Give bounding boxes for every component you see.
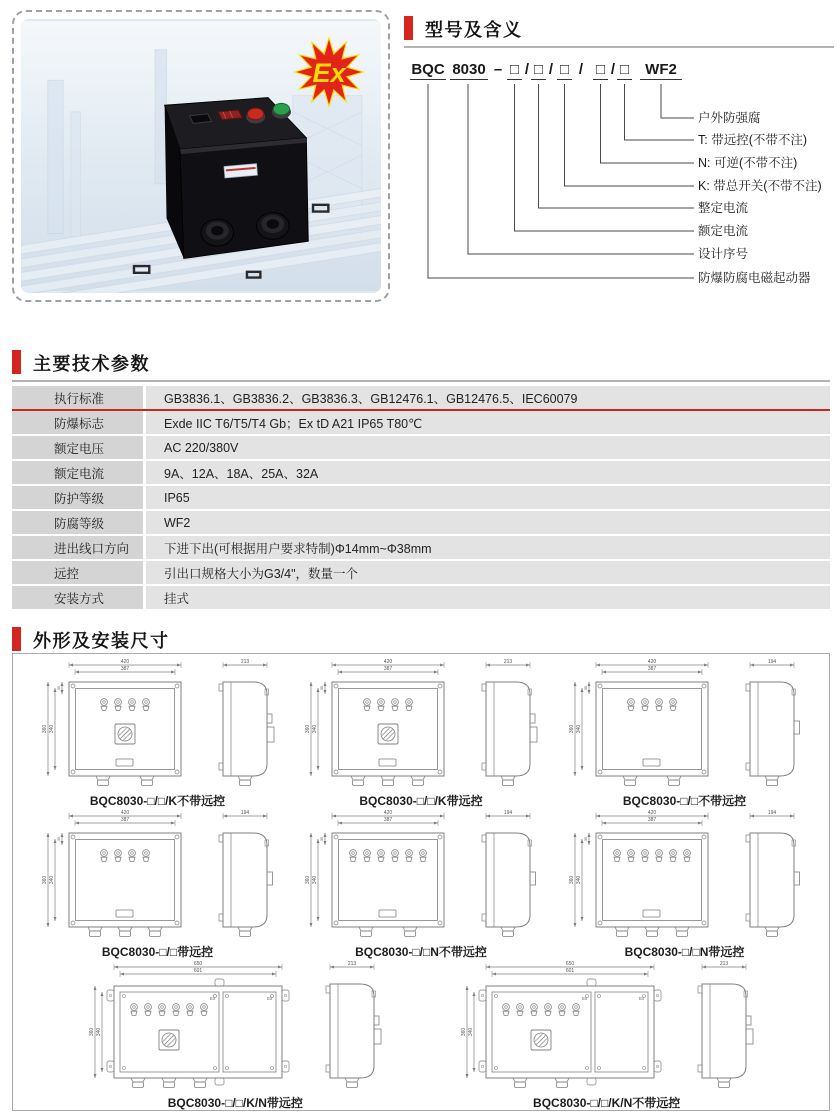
spec-value: 下进下出(可根据用户要求特制)Φ14mm~Φ38mm <box>146 536 830 559</box>
spec-label: 安装方式 <box>12 586 143 609</box>
model-legend-item: K: 带总开关(不带不注) <box>698 179 822 193</box>
drawing-views <box>302 658 540 796</box>
svg-text:360: 360 <box>41 875 48 885</box>
model-code-part: □ <box>557 60 572 80</box>
drawing-views <box>39 809 277 947</box>
svg-text:194: 194 <box>240 810 249 817</box>
svg-text:35: 35 <box>56 837 61 841</box>
spec-value: GB3836.1、GB3836.2、GB3836.3、GB12476.1、GB12476.5、IEC60079 <box>146 386 830 409</box>
section-title: 主要技术参数 <box>33 354 150 374</box>
front-view-drawing <box>39 809 191 947</box>
specs-table <box>12 386 830 609</box>
spec-value: 挂式 <box>146 586 830 609</box>
drawing-caption: BQC8030-□/□/K/N不带远控 <box>533 1096 681 1110</box>
svg-text:194: 194 <box>767 659 776 666</box>
front-view-drawing <box>302 809 454 947</box>
model-legend-item: 设计序号 <box>698 247 749 261</box>
divider <box>404 46 834 48</box>
svg-text:420: 420 <box>647 659 656 666</box>
svg-text:Ex: Ex <box>210 996 216 1001</box>
svg-text:Ex: Ex <box>312 58 346 88</box>
svg-text:340: 340 <box>575 875 582 885</box>
drawing-views <box>566 809 804 947</box>
model-code-part: □ <box>507 60 522 80</box>
svg-text:35: 35 <box>583 686 588 690</box>
model-legend-item: T: 带远控(不带不注) <box>698 133 808 147</box>
section-header-dimensions <box>12 625 830 655</box>
front-view-drawing <box>86 960 298 1098</box>
model-code-part: □ <box>617 60 632 80</box>
svg-text:420: 420 <box>383 810 393 817</box>
side-view-drawing <box>732 809 804 947</box>
spec-label: 进出线口方向 <box>12 536 143 559</box>
drawing-views <box>566 658 804 796</box>
svg-text:387: 387 <box>120 817 129 824</box>
spec-value: AC 220/380V <box>146 436 830 459</box>
svg-text:340: 340 <box>48 875 55 885</box>
ex-certification-badge-icon <box>291 37 367 107</box>
svg-text:340: 340 <box>575 724 582 734</box>
red-bar-icon <box>12 350 21 374</box>
section-title: 型号及含义 <box>425 20 523 40</box>
drawing-caption: BQC8030-□/□N不带远控 <box>355 945 487 959</box>
side-view-drawing <box>312 960 384 1098</box>
side-view-drawing <box>732 658 804 796</box>
drawing-caption: BQC8030-□/□不带远控 <box>622 794 747 808</box>
side-view-drawing <box>684 960 756 1098</box>
svg-text:601: 601 <box>194 968 203 975</box>
svg-text:340: 340 <box>467 1027 474 1037</box>
svg-text:213: 213 <box>240 659 249 666</box>
model-legend-item: 户外防强腐 <box>698 111 761 125</box>
drawing-caption: BQC8030-□/□带远控 <box>101 945 214 959</box>
drawing-row <box>13 960 829 1111</box>
front-view-drawing <box>566 658 718 796</box>
svg-text:35: 35 <box>56 686 61 690</box>
model-code-part: / <box>610 61 616 78</box>
model-legend-tree <box>404 82 834 298</box>
drawing-caption: BQC8030-□/□/K/N带远控 <box>167 1096 303 1110</box>
svg-text:213: 213 <box>503 659 513 666</box>
dimension-drawing <box>39 809 277 960</box>
drawing-views <box>302 809 540 947</box>
svg-text:340: 340 <box>48 724 55 734</box>
side-view-drawing <box>205 658 277 796</box>
svg-text:387: 387 <box>647 666 656 673</box>
drawing-row <box>13 809 829 960</box>
svg-text:650: 650 <box>565 961 574 968</box>
drawings-box <box>12 653 830 1111</box>
svg-text:213: 213 <box>348 961 357 968</box>
dimension-drawing <box>86 960 384 1111</box>
drawing-views <box>39 658 277 796</box>
front-view-drawing <box>458 960 670 1098</box>
spec-row <box>12 561 830 584</box>
spec-row <box>12 386 830 409</box>
drawing-views <box>86 960 384 1098</box>
spec-row <box>12 436 830 459</box>
spec-label: 防腐等级 <box>12 511 143 534</box>
side-view-drawing <box>205 809 277 947</box>
front-view-drawing <box>566 809 718 947</box>
dimension-drawing <box>39 658 277 809</box>
svg-text:360: 360 <box>568 724 575 734</box>
svg-text:340: 340 <box>96 1027 103 1037</box>
spec-row <box>12 461 830 484</box>
svg-text:340: 340 <box>312 875 319 885</box>
model-legend-item: 整定电流 <box>698 201 749 215</box>
svg-text:420: 420 <box>120 810 129 817</box>
drawing-caption: BQC8030-□/□/K带远控 <box>359 794 483 808</box>
spec-value: Exde IIC T6/T5/T4 Gb；Ex tD A21 IP65 T80℃ <box>146 411 830 434</box>
svg-text:387: 387 <box>383 666 393 673</box>
model-legend-item: N: 可逆(不带不注) <box>698 156 798 170</box>
svg-text:35: 35 <box>583 837 588 841</box>
spec-row <box>12 586 830 609</box>
spec-label: 远控 <box>12 561 143 584</box>
svg-text:340: 340 <box>312 724 319 734</box>
svg-text:387: 387 <box>647 817 656 824</box>
drawing-caption: BQC8030-□/□N带远控 <box>624 945 745 959</box>
svg-text:420: 420 <box>383 659 393 666</box>
spec-row <box>12 536 830 559</box>
model-code-part: / <box>578 61 584 78</box>
dimension-drawing <box>566 809 804 960</box>
model-code-line <box>404 60 834 82</box>
section-header-model <box>404 14 834 44</box>
section-header-specs <box>12 348 830 378</box>
svg-text:360: 360 <box>89 1027 96 1037</box>
svg-text:360: 360 <box>568 875 575 885</box>
model-code-part: □ <box>593 60 608 80</box>
model-code-part: / <box>524 61 530 78</box>
svg-text:Ex: Ex <box>581 996 587 1001</box>
svg-text:213: 213 <box>719 961 728 968</box>
front-view-drawing <box>39 658 191 796</box>
spec-value: IP65 <box>146 486 830 509</box>
model-code-part: □ <box>531 60 546 80</box>
model-code-part: / <box>548 61 554 78</box>
red-bar-icon <box>404 16 413 40</box>
svg-text:601: 601 <box>565 968 574 975</box>
dimension-drawing <box>302 658 540 809</box>
svg-text:35: 35 <box>320 837 325 841</box>
spec-value: 9A、12A、18A、25A、32A <box>146 461 830 484</box>
spec-label: 额定电压 <box>12 436 143 459</box>
svg-text:360: 360 <box>305 875 312 885</box>
spec-value: 引出口规格大小为G3/4"，数量一个 <box>146 561 830 584</box>
divider <box>12 380 830 382</box>
dimension-drawing <box>458 960 756 1111</box>
svg-text:650: 650 <box>194 961 203 968</box>
svg-text:Ex: Ex <box>267 996 273 1001</box>
industrial-background-image <box>21 19 381 293</box>
svg-text:194: 194 <box>767 810 776 817</box>
spec-label: 防爆标志 <box>12 411 143 434</box>
red-bar-icon <box>12 627 21 651</box>
dimension-drawing <box>566 658 804 809</box>
svg-text:387: 387 <box>383 817 393 824</box>
spec-label: 执行标准 <box>12 386 143 409</box>
svg-text:360: 360 <box>305 724 312 734</box>
drawing-caption: BQC8030-□/□/K不带远控 <box>89 794 226 808</box>
spec-row <box>12 486 830 509</box>
svg-text:387: 387 <box>120 666 129 673</box>
svg-text:194: 194 <box>503 810 513 817</box>
svg-text:360: 360 <box>41 724 48 734</box>
dimension-drawing <box>302 809 540 960</box>
spec-label: 额定电流 <box>12 461 143 484</box>
spec-row <box>12 511 830 534</box>
model-code-part: WF2 <box>640 60 682 80</box>
model-code-part: 8030 <box>450 60 488 80</box>
front-view-drawing <box>302 658 454 796</box>
svg-text:Ex: Ex <box>638 996 644 1001</box>
spec-value: WF2 <box>146 511 830 534</box>
svg-text:360: 360 <box>460 1027 467 1037</box>
drawing-views <box>458 960 756 1098</box>
model-legend-item: 防爆防腐电磁起动器 <box>698 271 811 285</box>
dimensions-section <box>12 625 830 1113</box>
spec-row <box>12 411 830 434</box>
drawing-row <box>13 658 829 809</box>
svg-text:35: 35 <box>320 686 325 690</box>
model-code-part: BQC <box>411 61 445 78</box>
side-view-drawing <box>468 658 540 796</box>
spec-label: 防护等级 <box>12 486 143 509</box>
model-legend-item: 额定电流 <box>698 224 749 238</box>
model-meaning-section <box>404 14 834 304</box>
svg-text:420: 420 <box>120 659 129 666</box>
section-title: 外形及安装尺寸 <box>33 631 170 651</box>
product-photo <box>12 10 390 302</box>
model-code-part: – <box>493 61 503 78</box>
svg-text:420: 420 <box>647 810 656 817</box>
side-view-drawing <box>468 809 540 947</box>
